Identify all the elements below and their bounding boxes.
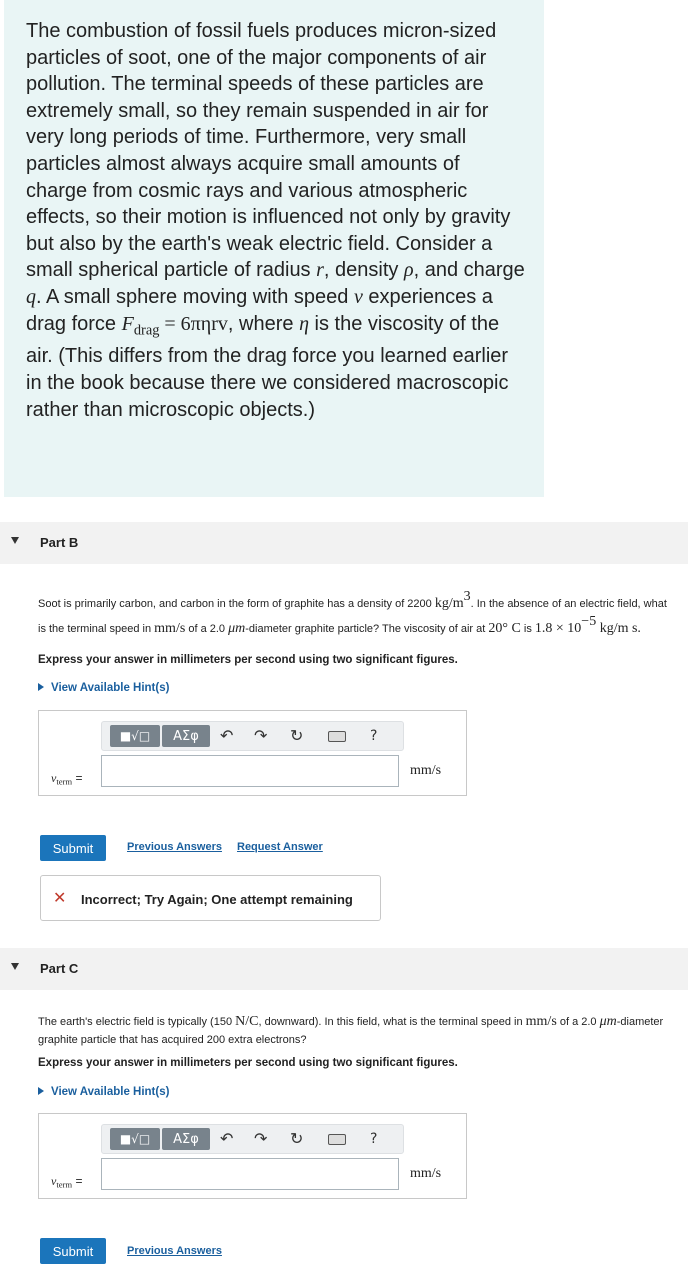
expand-triangle-icon <box>38 1087 44 1095</box>
part-b-instruction: Express your answer in millimeters per second using two significant figures. <box>38 654 458 666</box>
submit-button[interactable]: Submit <box>40 835 106 861</box>
redo-icon[interactable]: ↷ <box>254 1129 268 1148</box>
undo-icon[interactable]: ↶ <box>220 726 234 745</box>
part-b-label: Part B <box>40 535 79 550</box>
part-c-answer-box <box>38 1113 467 1199</box>
answer-variable-label: $v_{term}$ = <box>51 1174 83 1190</box>
templates-button[interactable]: ■√□ <box>110 1128 160 1150</box>
redo-icon[interactable]: ↷ <box>254 726 268 745</box>
part-c-question: The earth's electric field is typically (150 N/C, downward). In this field, what is the terminal speed in mm/s of a 2.0 μm-diameter graphite particle that has acquired 200 extra electrons? <box>38 1014 664 1046</box>
math-toolbar <box>101 721 404 751</box>
part-b-header[interactable] <box>0 522 688 564</box>
help-icon[interactable]: ? <box>370 728 378 744</box>
part-c-header[interactable] <box>0 948 688 990</box>
undo-icon[interactable]: ↶ <box>220 1129 234 1148</box>
request-answer-link[interactable]: Request Answer <box>237 841 323 853</box>
templates-button[interactable]: ■√□ <box>110 725 160 747</box>
part-b-question: Soot is primarily carbon, and carbon in the form of graphite has a density of 2200 kg/m3. In the absence of an electric field, what is the terminal speed in mm/s of a 2.0 μm-diameter graphite particle? The viscosity of air at 20° C is 1.8 × 10−5 kg/m s. <box>38 589 667 636</box>
intro-text: The combustion of fossil fuels produces micron-sized particles of soot, one of the major components of air pollution. The terminal speeds of these particles are extremely small, so they remain suspended in air for very long periods of time. Furthermore, very small particles almost always acquire small amounts of charge from cosmic rays and various atmospheric effects, so their motion is influenced not only by gravity but also by the earth's weak electric field. Consider a small spherical particle of radius r, density ρ, and charge q. A small sphere moving with speed v experiences a drag force $F_{drag} = 6\pi\eta rv$, where η is the viscosity of the air. (This differs from the drag force you learned earlier in the book because there we considered macroscopic rather than microscopic objects.) <box>26 20 525 421</box>
answer-unit: mm/s <box>410 763 442 778</box>
previous-answers-link[interactable]: Previous Answers <box>127 1245 222 1257</box>
part-c-label: Part C <box>40 961 79 976</box>
answer-input[interactable] <box>101 1158 399 1190</box>
expand-triangle-icon <box>38 683 44 691</box>
collapse-triangle-icon[interactable] <box>11 963 19 970</box>
keyboard-icon[interactable] <box>328 1134 346 1145</box>
previous-answers-link[interactable]: Previous Answers <box>127 841 222 853</box>
answer-input[interactable] <box>101 755 399 787</box>
answer-unit: mm/s <box>410 1166 442 1181</box>
part-c-hint-link[interactable]: View Available Hint(s) <box>38 1086 169 1098</box>
part-b-hint-link[interactable]: View Available Hint(s) <box>38 682 169 694</box>
symbols-button[interactable]: ΑΣφ <box>162 1128 210 1150</box>
reset-icon[interactable]: ↻ <box>290 1129 304 1148</box>
collapse-triangle-icon[interactable] <box>11 537 19 544</box>
part-c-instruction: Express your answer in millimeters per second using two significant figures. <box>38 1057 458 1069</box>
feedback-box <box>40 875 381 921</box>
submit-button[interactable]: Submit <box>40 1238 106 1264</box>
problem-intro <box>4 0 544 497</box>
math-toolbar <box>101 1124 404 1154</box>
symbols-button[interactable]: ΑΣφ <box>162 725 210 747</box>
part-b-answer-box <box>38 710 467 796</box>
reset-icon[interactable]: ↻ <box>290 726 304 745</box>
help-icon[interactable]: ? <box>370 1131 378 1147</box>
incorrect-x-icon: ✕ <box>53 888 67 907</box>
feedback-text: Incorrect; Try Again; One attempt remaining <box>81 892 353 907</box>
keyboard-icon[interactable] <box>328 731 346 742</box>
answer-variable-label: $v_{term}$ = <box>51 771 83 787</box>
